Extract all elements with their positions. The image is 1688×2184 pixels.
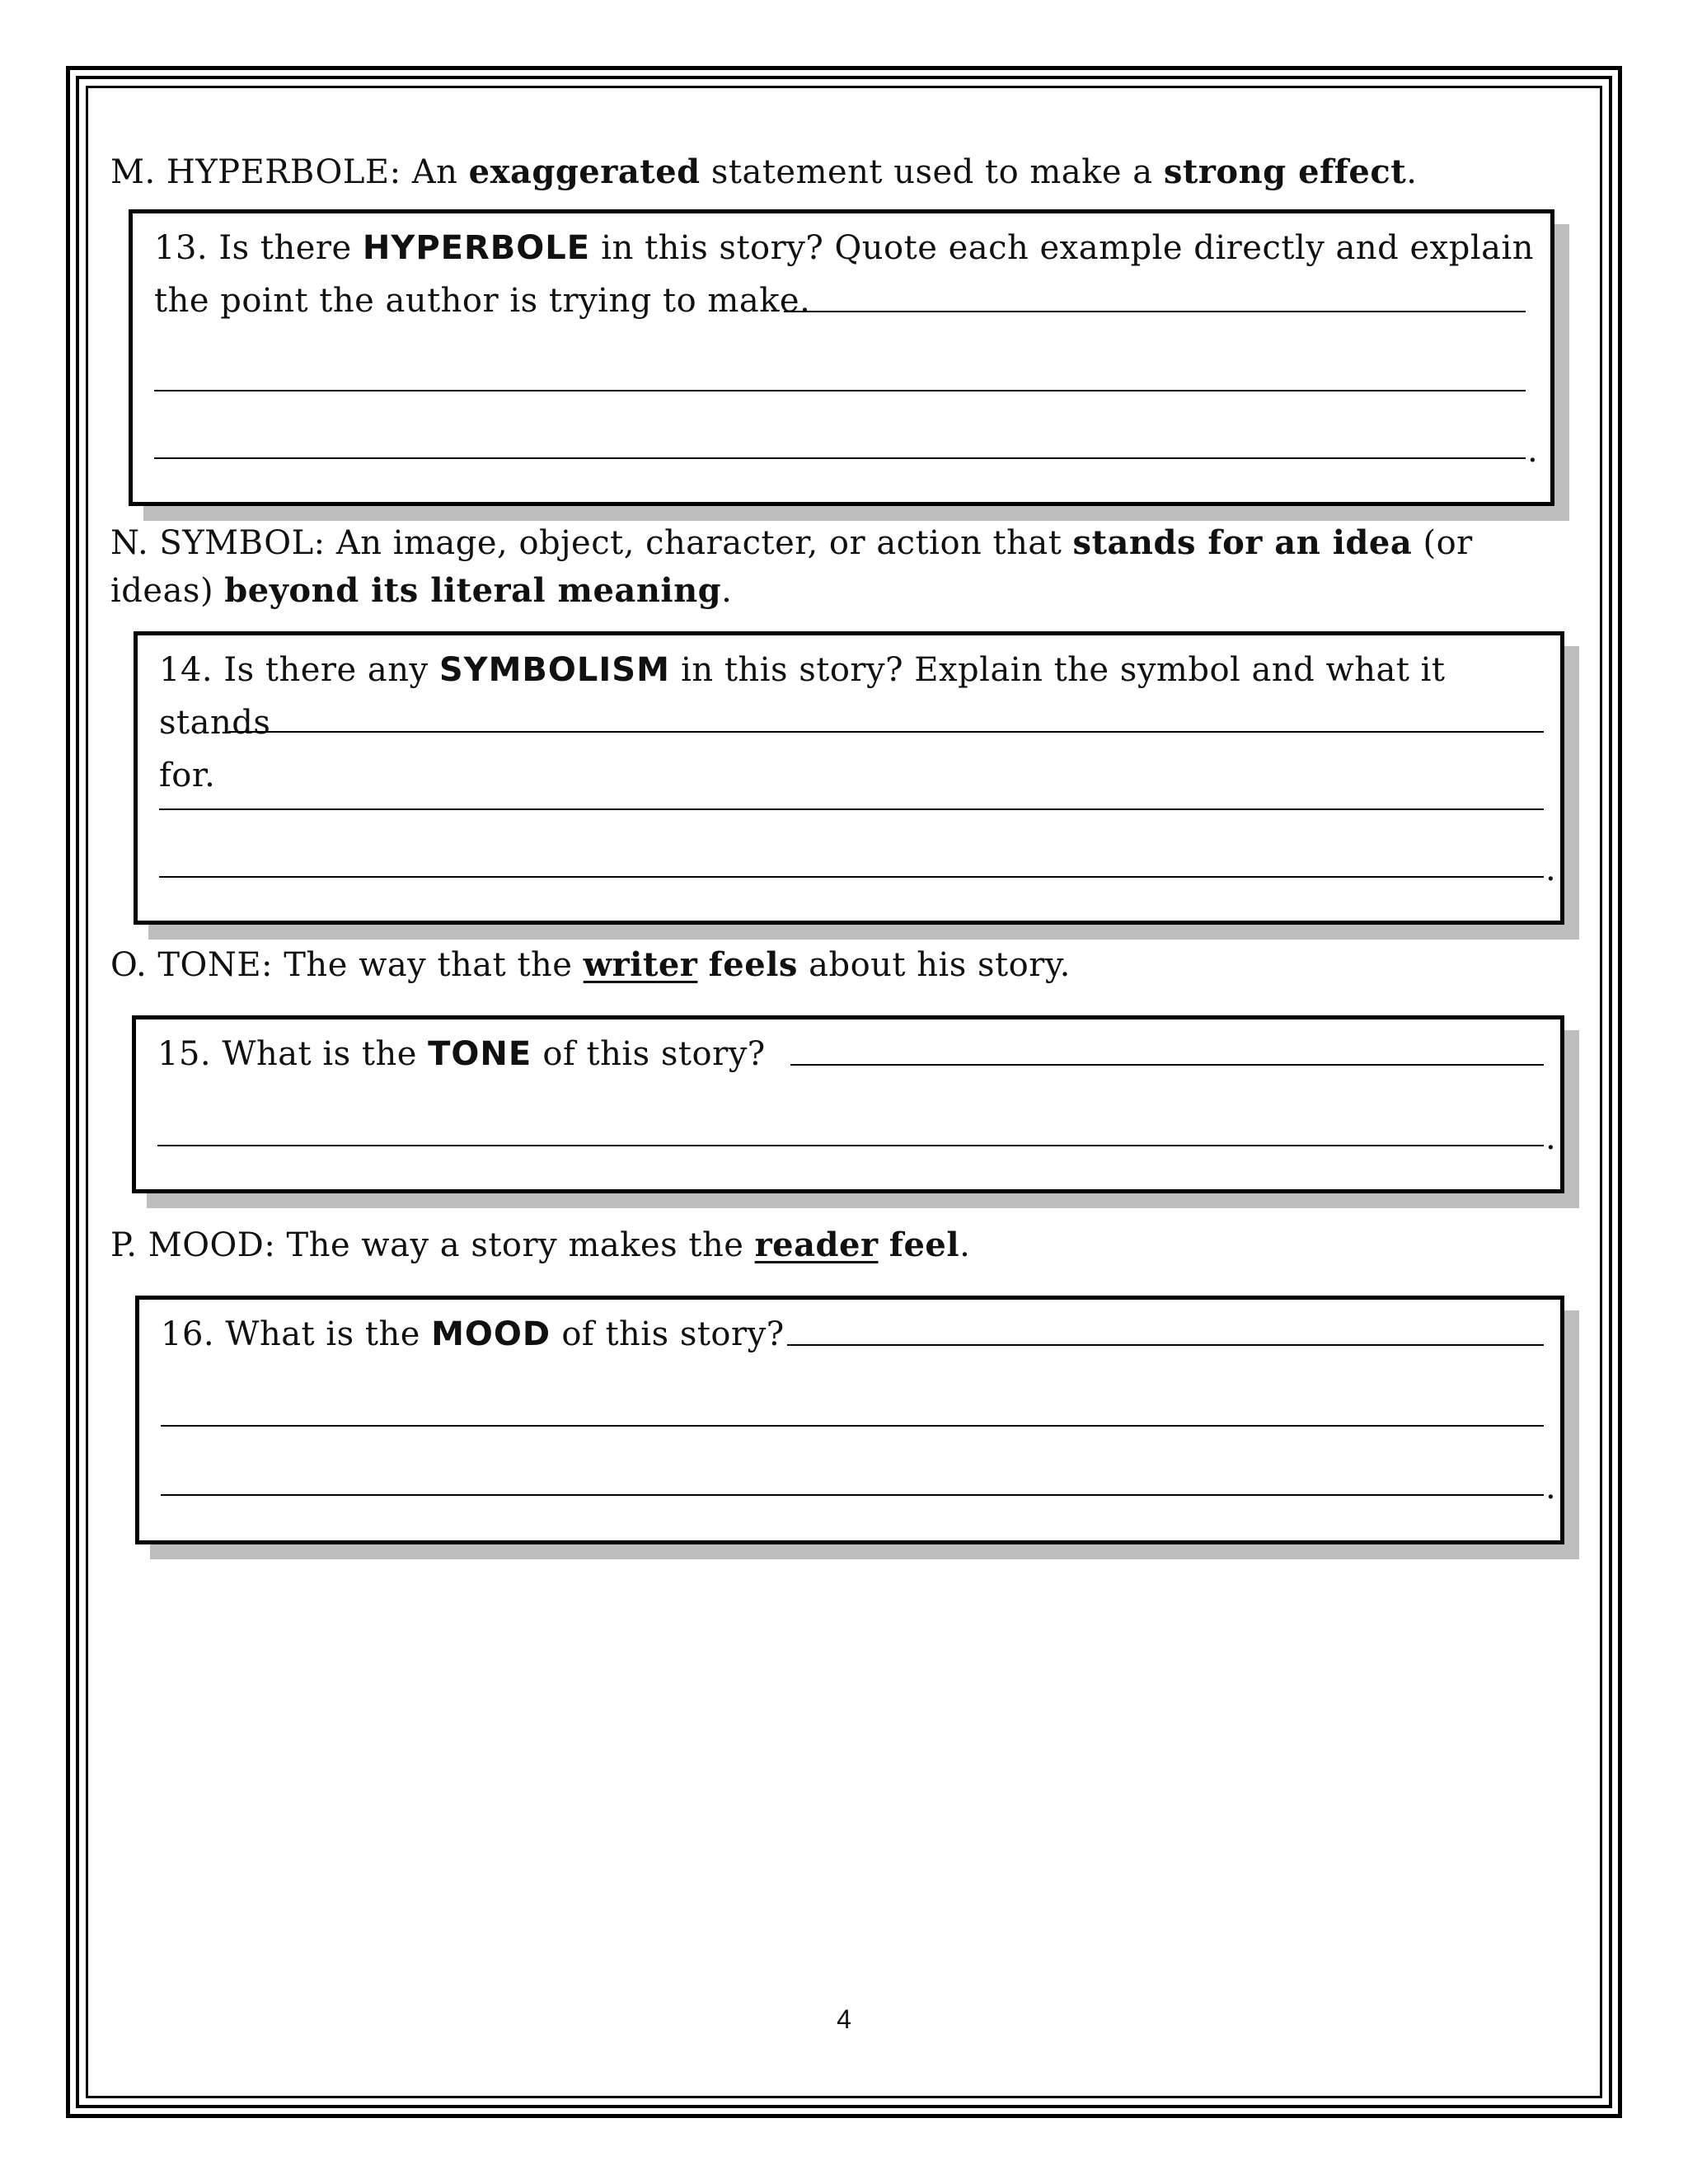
section-p-emphasis: reader — [754, 1226, 879, 1264]
answer-line[interactable] — [157, 1145, 1544, 1146]
question-15-text — [157, 1028, 766, 1080]
section-o-text: The way that the — [273, 946, 584, 984]
question-text: in this story? Quote each example directly and explain — [590, 229, 1535, 267]
section-m-text: . — [1406, 153, 1418, 191]
answer-line[interactable] — [154, 457, 1526, 459]
section-o-emphasis: writer — [583, 945, 698, 984]
section-n-heading — [110, 519, 1512, 615]
section-n-label: N. SYMBOL: — [110, 524, 326, 562]
question-text: for. — [159, 757, 216, 794]
question-text: 13. Is there — [154, 229, 363, 267]
section-p-text: . — [959, 1226, 971, 1264]
answer-line[interactable] — [161, 1494, 1544, 1496]
question-text: 14. Is there any — [159, 651, 439, 689]
period: . — [1527, 432, 1538, 470]
answer-line[interactable] — [790, 1064, 1544, 1066]
section-p-text — [879, 1226, 889, 1264]
question-14-keyword: SYMBOLISM — [438, 651, 670, 689]
section-n-text: (or ideas) — [110, 524, 1473, 610]
section-m-emphasis: exaggerated — [468, 152, 701, 191]
question-text: 16. What is the — [161, 1315, 432, 1353]
section-p-emphasis: feel — [889, 1226, 960, 1264]
section-m-text: statement used to make a — [700, 153, 1164, 191]
section-o-emphasis: feels — [708, 945, 798, 984]
section-n-emphasis: stands for an idea — [1072, 523, 1413, 562]
period: . — [1545, 1119, 1556, 1157]
section-o-label: O. TONE: — [110, 946, 274, 984]
section-n-text: . — [721, 572, 733, 610]
section-p-text: The way a story makes the — [275, 1226, 755, 1264]
section-o-heading — [110, 941, 1071, 989]
section-m-heading — [110, 148, 1417, 196]
section-o-text — [697, 946, 708, 984]
period: . — [1545, 1469, 1556, 1507]
question-14-text — [159, 644, 1560, 802]
section-o-text: about his story. — [797, 946, 1071, 984]
page-number: 4 — [837, 2004, 851, 2034]
question-text: the point the author is trying to make. — [154, 282, 811, 320]
question-16-box — [135, 1296, 1564, 1544]
question-15-box — [132, 1015, 1564, 1193]
answer-line[interactable] — [159, 808, 1544, 810]
answer-line[interactable] — [159, 876, 1544, 878]
question-16-text — [161, 1308, 785, 1361]
section-p-label: P. MOOD: — [110, 1226, 276, 1264]
section-n-emphasis: beyond its literal meaning — [224, 571, 722, 610]
period: . — [1545, 851, 1556, 888]
question-15-keyword: TONE — [428, 1035, 532, 1073]
answer-line[interactable] — [228, 731, 1544, 733]
question-13-keyword: HYPERBOLE — [362, 229, 591, 267]
answer-line[interactable] — [787, 1344, 1544, 1346]
question-16-keyword: MOOD — [431, 1315, 551, 1353]
question-text: in this story? Explain the symbol and what it stands — [159, 651, 1446, 742]
section-p-heading — [110, 1221, 970, 1269]
question-text: 15. What is the — [157, 1035, 429, 1073]
answer-line[interactable] — [154, 390, 1526, 391]
answer-line[interactable] — [784, 311, 1526, 312]
question-13-box — [129, 209, 1554, 506]
question-text: of this story? — [532, 1035, 766, 1073]
section-m-emphasis: strong effect — [1163, 152, 1407, 191]
section-m-label: M. HYPERBOLE: — [110, 153, 401, 191]
question-text: of this story? — [551, 1315, 785, 1353]
section-n-text: An image, object, character, or action that — [325, 524, 1073, 562]
question-14-box — [134, 631, 1564, 925]
answer-line[interactable] — [161, 1425, 1544, 1427]
section-m-text: An — [401, 153, 469, 191]
